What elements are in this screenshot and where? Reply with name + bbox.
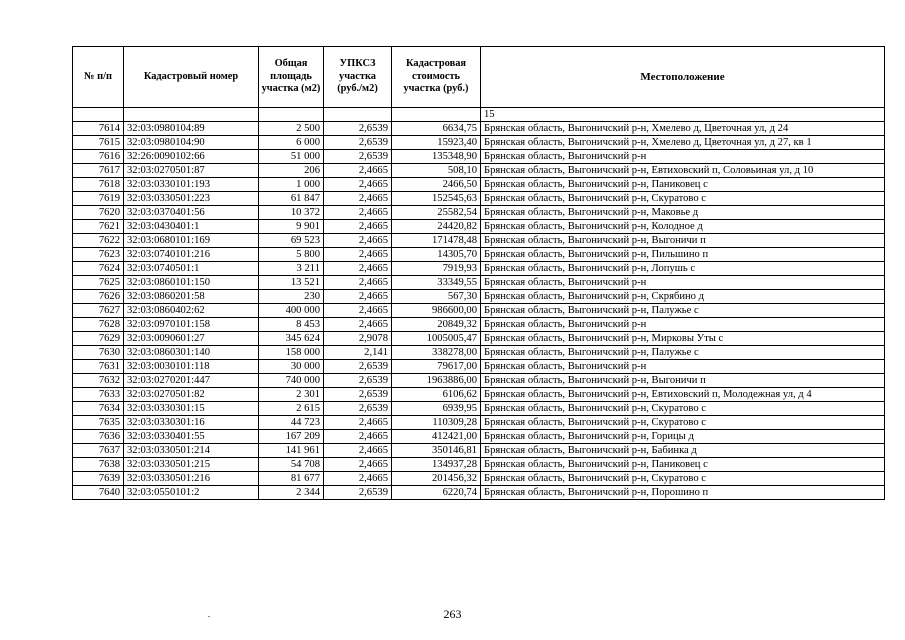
cell-num: 7614 <box>73 122 124 136</box>
cell-upksz: 2,4665 <box>324 472 392 486</box>
cell-cadastral: 32:26:0090102:66 <box>124 150 259 164</box>
cell-cost: 135348,90 <box>392 150 481 164</box>
cell-num: 7616 <box>73 150 124 164</box>
cell-cadastral: 32:03:0030101:118 <box>124 360 259 374</box>
table-row <box>73 192 885 206</box>
table-row <box>73 332 885 346</box>
cell-cadastral: 32:03:0330501:223 <box>124 192 259 206</box>
cell-cost: 6939,95 <box>392 402 481 416</box>
cell-cadastral: 32:03:0370401:56 <box>124 206 259 220</box>
cell-area: 2 344 <box>259 486 324 500</box>
header-cost: Кадастровая стоимость участка (руб.) <box>392 47 481 108</box>
cell-upksz: 2,4665 <box>324 290 392 304</box>
cell-cost: 1963886,00 <box>392 374 481 388</box>
cell-cadastral: 32:03:0330301:15 <box>124 402 259 416</box>
cell-location: Брянская область, Выгоничский р-н <box>481 276 885 290</box>
cell-num: 7621 <box>73 220 124 234</box>
cell-cost: 338278,00 <box>392 346 481 360</box>
cell-upksz: 2,4665 <box>324 262 392 276</box>
cell-upksz: 2,6539 <box>324 486 392 500</box>
cell-cadastral: 32:03:0330501:215 <box>124 458 259 472</box>
cadastral-table <box>72 46 885 500</box>
cell-location: Брянская область, Выгоничский р-н, Паниковец с <box>481 458 885 472</box>
cell-area: 10 372 <box>259 206 324 220</box>
table-row <box>73 248 885 262</box>
cell-cost: 6106,62 <box>392 388 481 402</box>
cell-num: 7619 <box>73 192 124 206</box>
table-row <box>73 290 885 304</box>
header-cadastral: Кадастровый номер <box>124 47 259 108</box>
cell-upksz: 2,4665 <box>324 304 392 318</box>
cell-upksz: 2,4665 <box>324 206 392 220</box>
table-row <box>73 472 885 486</box>
table-row <box>73 136 885 150</box>
cell-location: Брянская область, Выгоничский р-н, Выгоничи п <box>481 234 885 248</box>
cell-num: 7625 <box>73 276 124 290</box>
header-upksz: УПКСЗ участка (руб./м2) <box>324 47 392 108</box>
cell-area: 141 961 <box>259 444 324 458</box>
cell-cadastral: 32:03:0330501:216 <box>124 472 259 486</box>
table-row <box>73 234 885 248</box>
cell-cost: 6220,74 <box>392 486 481 500</box>
table-row <box>73 444 885 458</box>
cell-location: Брянская область, Выгоничский р-н, Бабинка д <box>481 444 885 458</box>
cell-cost: 33349,55 <box>392 276 481 290</box>
cell-location: Брянская область, Выгоничский р-н, Палужье с <box>481 304 885 318</box>
cell-location: Брянская область, Выгоничский р-н, Евтиховский п, Молодежная ул, д 4 <box>481 388 885 402</box>
cell-num: 7639 <box>73 472 124 486</box>
cell-cost: 25582,54 <box>392 206 481 220</box>
cell-location: Брянская область, Выгоничский р-н, Скуратово с <box>481 472 885 486</box>
header-location: Местоположение <box>481 47 885 108</box>
cell-cost: 6634,75 <box>392 122 481 136</box>
table-row <box>73 178 885 192</box>
cell-upksz: 2,6539 <box>324 122 392 136</box>
cell-cost: 152545,63 <box>392 192 481 206</box>
cell-num: 7618 <box>73 178 124 192</box>
page-number: 263 <box>443 607 462 621</box>
cell-upksz: 2,6539 <box>324 136 392 150</box>
cell-cadastral: 32:03:0860301:140 <box>124 346 259 360</box>
cell-cadastral: 32:03:0330501:214 <box>124 444 259 458</box>
cell-num: 7638 <box>73 458 124 472</box>
cell-cost: 110309,28 <box>392 416 481 430</box>
table-row <box>73 164 885 178</box>
cell-num: 7630 <box>73 346 124 360</box>
cell-area: 30 000 <box>259 360 324 374</box>
table-row <box>73 346 885 360</box>
cell-num: 7635 <box>73 416 124 430</box>
cell-cadastral: 32:03:0270501:87 <box>124 164 259 178</box>
table-row <box>73 388 885 402</box>
cell-location: Брянская область, Выгоничский р-н, Скуратово с <box>481 416 885 430</box>
cell-cost: 986600,00 <box>392 304 481 318</box>
cell-cadastral: 32:03:0330101:193 <box>124 178 259 192</box>
cell-location: Брянская область, Выгоничский р-н <box>481 318 885 332</box>
cell-area: 167 209 <box>259 430 324 444</box>
table-row <box>73 262 885 276</box>
index-cell <box>73 108 124 122</box>
cell-upksz: 2,141 <box>324 346 392 360</box>
cell-cost: 14305,70 <box>392 248 481 262</box>
cell-cadastral: 32:03:0680101:169 <box>124 234 259 248</box>
cell-cost: 20849,32 <box>392 318 481 332</box>
cell-upksz: 2,6539 <box>324 360 392 374</box>
table-row <box>73 276 885 290</box>
cell-location: Брянская область, Выгоничский р-н, Палужье с <box>481 346 885 360</box>
cell-cadastral: 32:03:0330401:55 <box>124 430 259 444</box>
index-cell <box>124 108 259 122</box>
cell-upksz: 2,6539 <box>324 150 392 164</box>
table-row <box>73 416 885 430</box>
cell-area: 44 723 <box>259 416 324 430</box>
cell-upksz: 2,4665 <box>324 430 392 444</box>
cell-upksz: 2,4665 <box>324 192 392 206</box>
cell-cost: 567,30 <box>392 290 481 304</box>
cell-location: Брянская область, Выгоничский р-н, Маковье д <box>481 206 885 220</box>
cell-cadastral: 32:03:0550101:2 <box>124 486 259 500</box>
cell-num: 7633 <box>73 388 124 402</box>
cell-location: Брянская область, Выгоничский р-н, Евтиховский п, Соловьиная ул, д 10 <box>481 164 885 178</box>
cell-location: Брянская область, Выгоничский р-н, Пильшино п <box>481 248 885 262</box>
table-header-row <box>73 47 885 108</box>
column-index-row <box>73 108 885 122</box>
index-cell <box>324 108 392 122</box>
cell-area: 51 000 <box>259 150 324 164</box>
cell-cost: 2466,50 <box>392 178 481 192</box>
cell-area: 2 615 <box>259 402 324 416</box>
cell-area: 3 211 <box>259 262 324 276</box>
cell-cadastral: 32:03:0270201:447 <box>124 374 259 388</box>
cell-location: Брянская область, Выгоничский р-н, Колодное д <box>481 220 885 234</box>
cell-area: 69 523 <box>259 234 324 248</box>
cell-upksz: 2,4665 <box>324 248 392 262</box>
cell-area: 54 708 <box>259 458 324 472</box>
cell-location: Брянская область, Выгоничский р-н, Хмелево д, Цветочная ул, д 24 <box>481 122 885 136</box>
cell-cost: 1005005,47 <box>392 332 481 346</box>
cell-area: 81 677 <box>259 472 324 486</box>
table-row <box>73 220 885 234</box>
cell-cost: 350146,81 <box>392 444 481 458</box>
cell-area: 206 <box>259 164 324 178</box>
header-area: Общая площадь участка (м2) <box>259 47 324 108</box>
cell-cost: 79617,00 <box>392 360 481 374</box>
cell-num: 7615 <box>73 136 124 150</box>
cell-area: 5 800 <box>259 248 324 262</box>
scan-speck <box>208 616 210 617</box>
cell-upksz: 2,4665 <box>324 220 392 234</box>
cell-location: Брянская область, Выгоничский р-н <box>481 150 885 164</box>
cell-location: Брянская область, Выгоничский р-н, Горицы д <box>481 430 885 444</box>
cell-num: 7640 <box>73 486 124 500</box>
cell-location: Брянская область, Выгоничский р-н, Скрябино д <box>481 290 885 304</box>
cell-cadastral: 32:03:0430401:1 <box>124 220 259 234</box>
cell-cadastral: 32:03:0980104:90 <box>124 136 259 150</box>
cell-upksz: 2,6539 <box>324 402 392 416</box>
cell-num: 7629 <box>73 332 124 346</box>
cell-upksz: 2,4665 <box>324 234 392 248</box>
cell-upksz: 2,6539 <box>324 388 392 402</box>
cell-num: 7623 <box>73 248 124 262</box>
cell-location: Брянская область, Выгоничский р-н, Порошино п <box>481 486 885 500</box>
cell-num: 7624 <box>73 262 124 276</box>
cell-upksz: 2,4665 <box>324 416 392 430</box>
cell-upksz: 2,9078 <box>324 332 392 346</box>
cell-location: Брянская область, Выгоничский р-н, Мирковы Уты с <box>481 332 885 346</box>
cell-area: 740 000 <box>259 374 324 388</box>
cell-location: Брянская область, Выгоничский р-н, Скуратово с <box>481 402 885 416</box>
cell-cadastral: 32:03:0980104:89 <box>124 122 259 136</box>
cell-area: 400 000 <box>259 304 324 318</box>
cell-upksz: 2,4665 <box>324 276 392 290</box>
table-row <box>73 430 885 444</box>
table-row <box>73 304 885 318</box>
cell-area: 9 901 <box>259 220 324 234</box>
cell-cost: 508,10 <box>392 164 481 178</box>
cell-num: 7626 <box>73 290 124 304</box>
cell-upksz: 2,4665 <box>324 318 392 332</box>
cell-area: 6 000 <box>259 136 324 150</box>
cell-cost: 201456,32 <box>392 472 481 486</box>
table-row <box>73 402 885 416</box>
index-cell <box>259 108 324 122</box>
cell-cadastral: 32:03:0740501:1 <box>124 262 259 276</box>
cell-cost: 412421,00 <box>392 430 481 444</box>
cell-cadastral: 32:03:0740101:216 <box>124 248 259 262</box>
cell-num: 7628 <box>73 318 124 332</box>
cell-cost: 134937,28 <box>392 458 481 472</box>
cell-area: 2 301 <box>259 388 324 402</box>
cell-cost: 24420,82 <box>392 220 481 234</box>
table-body <box>73 122 885 500</box>
cell-area: 158 000 <box>259 346 324 360</box>
cell-area: 2 500 <box>259 122 324 136</box>
cell-area: 230 <box>259 290 324 304</box>
index-cell <box>392 108 481 122</box>
cell-num: 7634 <box>73 402 124 416</box>
table-row <box>73 458 885 472</box>
cell-num: 7627 <box>73 304 124 318</box>
cell-cadastral: 32:03:0860101:150 <box>124 276 259 290</box>
cell-cost: 171478,48 <box>392 234 481 248</box>
cell-cadastral: 32:03:0270501:82 <box>124 388 259 402</box>
cell-cadastral: 32:03:0860201:58 <box>124 290 259 304</box>
cell-area: 8 453 <box>259 318 324 332</box>
cell-location: Брянская область, Выгоничский р-н <box>481 360 885 374</box>
cell-location: Брянская область, Выгоничский р-н, Хмелево д, Цветочная ул, д 27, кв 1 <box>481 136 885 150</box>
cell-area: 61 847 <box>259 192 324 206</box>
table-row <box>73 374 885 388</box>
cell-cadastral: 32:03:0090601:27 <box>124 332 259 346</box>
cell-cadastral: 32:03:0860402:62 <box>124 304 259 318</box>
cell-location: Брянская область, Выгоничский р-н, Выгоничи п <box>481 374 885 388</box>
cell-area: 1 000 <box>259 178 324 192</box>
table-row <box>73 122 885 136</box>
cell-num: 7622 <box>73 234 124 248</box>
cell-num: 7637 <box>73 444 124 458</box>
index-cell-location: 15 <box>481 108 885 122</box>
header-num: № п/п <box>73 47 124 108</box>
cell-num: 7636 <box>73 430 124 444</box>
cell-cadastral: 32:03:0970101:158 <box>124 318 259 332</box>
cell-area: 13 521 <box>259 276 324 290</box>
cell-num: 7617 <box>73 164 124 178</box>
cell-num: 7620 <box>73 206 124 220</box>
cell-upksz: 2,4665 <box>324 444 392 458</box>
cell-location: Брянская область, Выгоничский р-н, Скуратово с <box>481 192 885 206</box>
cell-upksz: 2,4665 <box>324 178 392 192</box>
cell-cost: 7919,93 <box>392 262 481 276</box>
table-row <box>73 150 885 164</box>
table-row <box>73 206 885 220</box>
cell-upksz: 2,6539 <box>324 374 392 388</box>
table-row <box>73 486 885 500</box>
cell-location: Брянская область, Выгоничский р-н, Лопушь с <box>481 262 885 276</box>
cell-location: Брянская область, Выгоничский р-н, Паниковец с <box>481 178 885 192</box>
table-row <box>73 360 885 374</box>
cell-upksz: 2,4665 <box>324 458 392 472</box>
table-row <box>73 318 885 332</box>
cell-num: 7632 <box>73 374 124 388</box>
cell-cadastral: 32:03:0330301:16 <box>124 416 259 430</box>
cell-num: 7631 <box>73 360 124 374</box>
cell-cost: 15923,40 <box>392 136 481 150</box>
cell-area: 345 624 <box>259 332 324 346</box>
cell-upksz: 2,4665 <box>324 164 392 178</box>
